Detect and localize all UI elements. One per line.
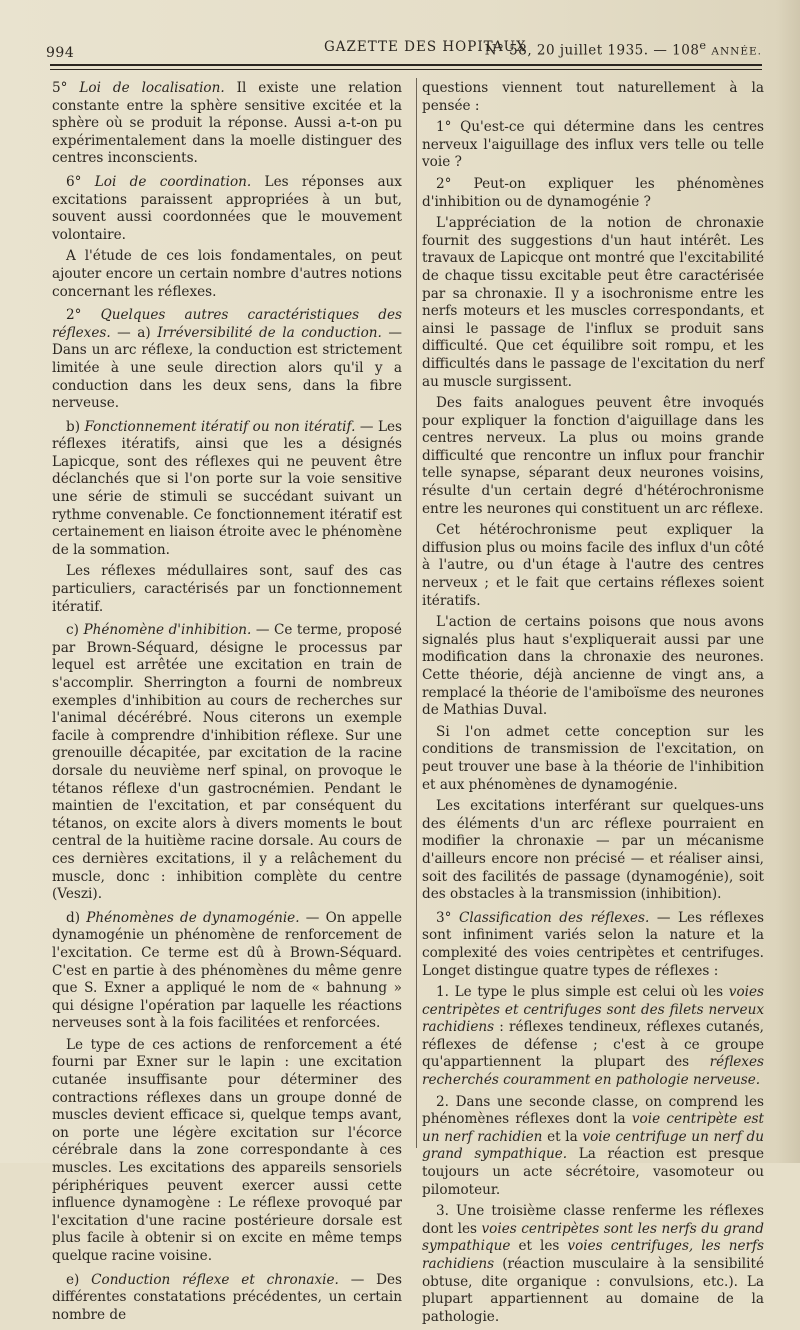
para-title: Irréversibilité de la conduction. [157, 324, 382, 341]
para-lead: 5° [52, 80, 80, 96]
classification-item [422, 1203, 764, 1326]
para-text: Il existe une relation constante entre la sphère sensitive excitée et la sphère où se produit la réponse. Aussi a-t-on pu expérimentalement dans la moelle distinguer des centres inconscients. [52, 80, 402, 167]
paragraph [422, 395, 764, 518]
left-column [52, 80, 402, 1328]
para-text: questions viennent tout naturellement à la pensée : [422, 80, 764, 114]
para-text: L'action de certains poisons que nous avons signalés plus haut s'expliquerait aussi par une modification dans la chronaxie des neurones. Cette théorie, déjà ancienne de vingt ans, a remplacé la théorie de l'amiboïsme des neurones de Mathias Duval. [422, 614, 764, 719]
paragraph [52, 1037, 402, 1266]
item-italic: voie centripète est un nerf rachidien [422, 1111, 764, 1145]
issue-year-word: ANNÉE. [711, 45, 762, 58]
item-text: : réflexes tendineux, réflexes cutanés, réflexes de défense ; c'est à ce groupe qu'appartiennent la plupart des [422, 1019, 764, 1071]
issue-info [485, 39, 762, 59]
item-italic: voies centripètes sont les nerfs du grand sympathique [422, 1220, 764, 1255]
header-rule-thick [50, 64, 762, 66]
page-header [46, 38, 762, 60]
para-lead: 3° [436, 909, 460, 926]
para-lead: b) [66, 418, 85, 435]
paragraph [422, 522, 764, 610]
paragraph [422, 80, 764, 115]
journal-title: GAZETTE DES HOPITAUX [324, 39, 527, 55]
header-rule-thin [50, 69, 762, 70]
para-text: 2° Peut-on expliquer les phénomènes d'inhibition ou de dynamogénie ? [422, 175, 764, 210]
page-number: 994 [46, 45, 75, 61]
para-text: Cet hétérochronisme peut expliquer la diffusion plus ou moins facile des influx d'un côté à l'autre, ou d'un étage à l'autre des centres nerveux ; et le fait que certains réflexes soient itératifs. [422, 522, 764, 609]
item-italic: voies centripètes et centrifuges sont des filets nerveux rachidiens [422, 984, 764, 1036]
para-text: Le type de ces actions de renforcement a été fourni par Exner sur le lapin : une excitation cutanée insuffisante pour déterminer des contractions réflexes dans un groupe donné de muscles devient efficace si, quelque temps avant, on porte une légère excitation sur l'écorce cérébrale dans la zone correspondante à ces muscles. Les excitations des appareils sensoriels périphériques peuvent exercer aussi cette influence dynamogène : Le réflexe provoqué par l'excitation d'une racine postérieure dorsale est plus facile à obtenir si on excite en même temps quelque racine voisine. [52, 1036, 402, 1264]
para-text: Les réponses aux excitations paraissent appropriées à un but, souvent aussi coordonnées que le mouvement volontaire. [52, 173, 402, 243]
para-title: Quelques autres caractéristiques des réflexes. [52, 307, 402, 341]
para-lead: 2° [66, 307, 101, 324]
issue-ordinal: e [699, 39, 707, 52]
item-text: La réaction est presque toujours un acte sécrétoire, vasomoteur ou pilomoteur. [422, 1146, 764, 1198]
item-text: (réaction musculaire à la sensibilité obtuse, dite organique : convulsions, etc.). La plupart appartiennent au domaine de la pathologie. [422, 1256, 764, 1325]
paragraph [422, 119, 764, 172]
para-text: — Les réflexes itératifs, ainsi que les a désignés Lapicque, sont des réflexes qui ne peuvent être déclanchés que si l'on porte sur la voie sensitive une série de stimuli se succédant suivant un rythme convenable. Ce fonctionnement itératif est certainement en liaison étroite avec le phénomène de la sommation. [52, 418, 402, 558]
para-text: — Ce terme, proposé par Brown-Séquard, désigne le processus par lequel est arrêtée une excitation en train de s'accomplir. Sherrington a fourni de nombreux exemples d'inhibition au cours de recherches sur l'animal décérébré. Nous citerons un exemple facile à comprendre d'inhibition réflexe. Sur une grenouille décapitée, par excitation de la racine dorsale du neuvième nerf spinal, on provoque le tétanos réflexe d'un gastrocnémien. Pendant le maintien de l'excitation, et par conséquent du tétanos, on excite alors à divers moments le bout central de la huitième racine dorsale. Au cours de ces dernières excitations, il y a relâchement du muscle, donc : inhibition complète du centre (Veszi). [52, 622, 402, 903]
para-text: Si l'on admet cette conception sur les conditions de transmission de l'excitation, on peut trouver une base à la théorie de l'inhibition et aux phénomènes de dynamogénie. [422, 723, 764, 793]
para-title: Conduction réflexe et chronaxie. [91, 1271, 339, 1288]
para-text: Les réflexes médullaires sont, sauf des cas particuliers, caractérisés par un fonctionnement itératif. [52, 563, 402, 615]
paragraph [52, 248, 402, 301]
paragraph [422, 910, 764, 980]
para-title: Phénomène d'inhibition. [83, 622, 252, 639]
paragraph [52, 80, 402, 168]
item-text: et la [542, 1128, 583, 1145]
para-text: 1° Qu'est-ce qui détermine dans les centres nerveux l'aiguillage des influx vers telle ou telle voie ? [422, 119, 764, 171]
paragraph [422, 176, 764, 211]
classification-item [422, 984, 764, 1090]
para-text: — a) [110, 324, 158, 341]
paragraph [52, 910, 402, 1033]
paragraph [52, 307, 402, 413]
para-text: — On appelle dynamogénie un phénomène de renforcement de l'excitation. Ce terme est dû à Brown-Séquard. C'est en partie à des phénomènes du même genre que S. Exner a appliqué le nom de « bahnung » qui désigne l'opération par laquelle les réactions nerveuses sont à la fois facilitées et renforcées. [52, 909, 403, 1032]
paragraph [52, 563, 402, 616]
item-text: 3. Une troisième classe renferme les réflexes dont les [422, 1203, 764, 1237]
classification-item [422, 1094, 764, 1200]
para-lead: e) [66, 1271, 92, 1288]
paragraph [422, 215, 764, 391]
para-lead: d) [66, 909, 87, 926]
para-title: Loi de coordination. [94, 173, 252, 190]
column-divider [416, 78, 417, 1148]
para-text: Les excitations interférant sur quelques-uns des éléments d'un arc réflexe pourraient en modifier la chronaxie — par un mécanisme d'ailleurs encore non précisé — et réaliser ainsi, soit des facilités de passage (dynamogénie), soit des obstacles à la transmission (inhibition). [422, 798, 764, 903]
paragraph [52, 174, 402, 244]
item-italic: voies centrifuges, les nerfs rachidiens [422, 1238, 764, 1272]
item-text: 2. Dans une seconde classe, on comprend les phénomènes réflexes dont la [422, 1093, 764, 1128]
paragraph [52, 1272, 402, 1325]
para-text: — Dans un arc [52, 324, 402, 359]
para-title: Classification des réflexes. [459, 909, 650, 926]
paragraph [422, 724, 764, 794]
para-text: — Les réflexes sont infiniment variés selon la nature et la complexité des voies centripètes et centrifuges. Longet distingue quatre types de réflexes : [422, 909, 764, 979]
right-column [422, 80, 764, 1330]
item-text: et les [510, 1238, 568, 1255]
item-italic: voie centrifuge un nerf du grand sympathique. [422, 1128, 764, 1163]
para-title: Fonctionnement itératif ou non itératif. [84, 418, 356, 435]
para-text: A l'étude de ces lois fondamentales, on peut ajouter encore un certain nombre d'autres notions concernant les réflexes. [52, 248, 402, 300]
item-text: 1. Le type le plus simple est celui où les [436, 984, 729, 1001]
para-text: — Des différentes constatations précédentes, un certain nombre de [52, 1271, 403, 1323]
para-lead: c) [66, 622, 84, 639]
para-lead: 6° [66, 173, 95, 190]
para-text: L'appréciation de la notion de chronaxie fournit des suggestions d'un haut intérêt. Les travaux de Lapicque ont montré que l'excitabilité de chaque tissu excitable peut être caractérisée par sa chronaxie. Il y a isochronisme entre les nerfs moteurs et les muscles correspondants, et ainsi le passage de l'influx se produit sans difficulté. Que cet équilibre soit rompu, et les difficultés dans le passage de l'excitation du nerf au muscle surgissent. [422, 215, 764, 390]
para-text: réflexe, la conduction est strictement limitée à une seule direction alors qu'il y a conduction dans les deux sens, dans la fibre nerveuse. [52, 342, 402, 412]
issue-text: N° 58, 20 juillet 1935. — 108 [484, 42, 700, 59]
para-title: Phénomènes de dynamogénie. [86, 909, 300, 926]
paragraph [52, 622, 402, 904]
paragraph [52, 419, 402, 560]
paragraph [422, 614, 764, 720]
para-title: Loi de localisation. [79, 80, 225, 96]
para-text: Des faits analogues peuvent être invoqués pour expliquer la fonction d'aiguillage dans les centres nerveux. La plus ou moins grande difficulté que rencontre un influx pour franchir telle synapse, séparant deux neurones voisins, résulte d'un certain degré d'hétérochronisme entre les neurones qui constituent un arc réflexe. [422, 395, 764, 517]
paragraph [422, 798, 764, 904]
item-italic: réflexes recherchés couramment en pathologie nerveuse. [422, 1054, 764, 1089]
